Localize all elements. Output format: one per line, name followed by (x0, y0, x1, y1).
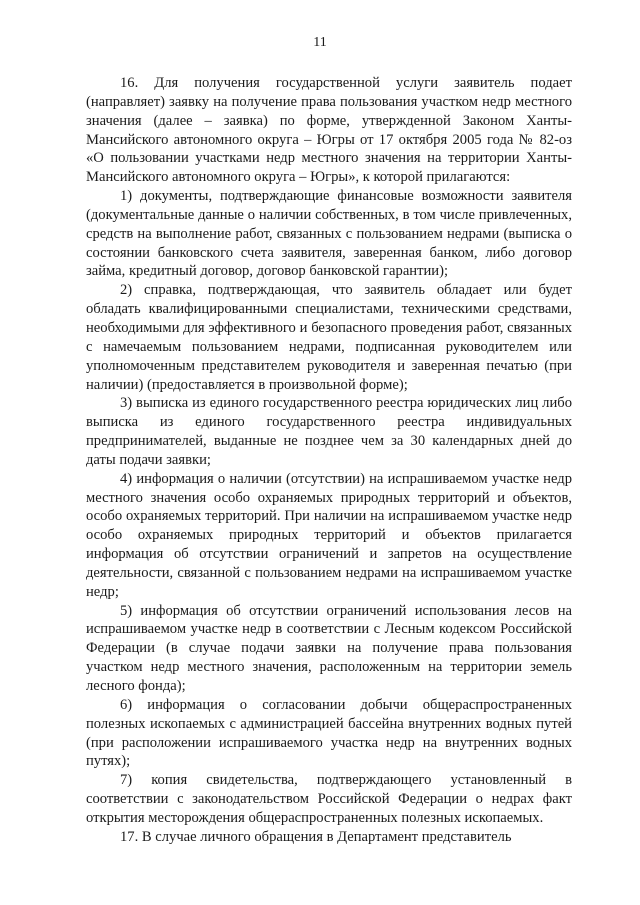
list-item-6: 6) информация о согласовании добычи общераспространенных полезных ископаемых с администрацией бассейна внутренних водных путей (при расположении испрашиваемого участка недр на внутренних водных путях); (86, 696, 572, 770)
paragraph-17: 17. В случае личного обращения в Департамент представитель (120, 828, 512, 845)
list-item-2: 2) справка, подтверждающая, что заявитель обладает или будет обладать квалифицированными специалистами, техническими средствами, необходимыми для эффективного и безопасного проведения работ, связанных с намечаемым пользованием недрами, подписанная руководителем или уполномоченным представителем руководителя и заверенная печатью (при наличии) (предоставляется в произвольной форме); (86, 282, 572, 393)
list-item-4: 4) информация о наличии (отсутствии) на испрашиваемом участке недр местного значения особо охраняемых природных территорий и объектов, особо охраняемых территорий. При наличии на испрашиваемом участке недр особо охраняемых природных территорий и объектов прилагается информация об отсутствии ограничений и запретов на осуществление деятельности, связанной с пользованием недрами на испрашиваемом участке недр; (86, 470, 572, 600)
list-item-7: 7) копия свидетельства, подтверждающего установленный в соответствии с законодательством Российской Федерации о недрах факт открытия месторождения общераспространенных полезных ископаемых. (86, 772, 572, 826)
list-item-3: 3) выписка из единого государственного реестра юридических лиц либо выписка из единого государственного реестра индивидуальных предпринимателей, выданные не позднее чем за 30 календарных дней до даты подачи заявки; (86, 395, 572, 468)
list-item-1: 1) документы, подтверждающие финансовые возможности заявителя (документальные данные о наличии собственных, в том числе привлеченных, средств на выполнение работ, связанных с пользованием недрами (выписка о состоянии банковского счета заявителя, заверенная банком, либо договор займа, кредитный договор, договор банковской гарантии); (86, 188, 572, 280)
page-number: 11 (313, 35, 327, 50)
paragraph-16: 16. Для получения государственной услуги заявитель подает (направляет) заявку на получение права пользования участком недр местного значения (далее – заявка) по форме, утвержденной Законом Ханты-Мансийского автономного округа – Югры от 17 октября 2005 года № 82-оз «О пользовании участками недр местного значения на территории Ханты-Мансийского автономного округа – Югры», к которой прилагаются: (86, 75, 572, 186)
list-item-5: 5) информация об отсутствии ограничений использования лесов на испрашиваемом участке недр в соответствии с Лесным кодексом Российской Федерации (в случае подачи заявки на получение права пользования участком недр местного значения, расположенным на территории земель лесного фонда); (86, 602, 572, 694)
document-body (86, 74, 572, 847)
